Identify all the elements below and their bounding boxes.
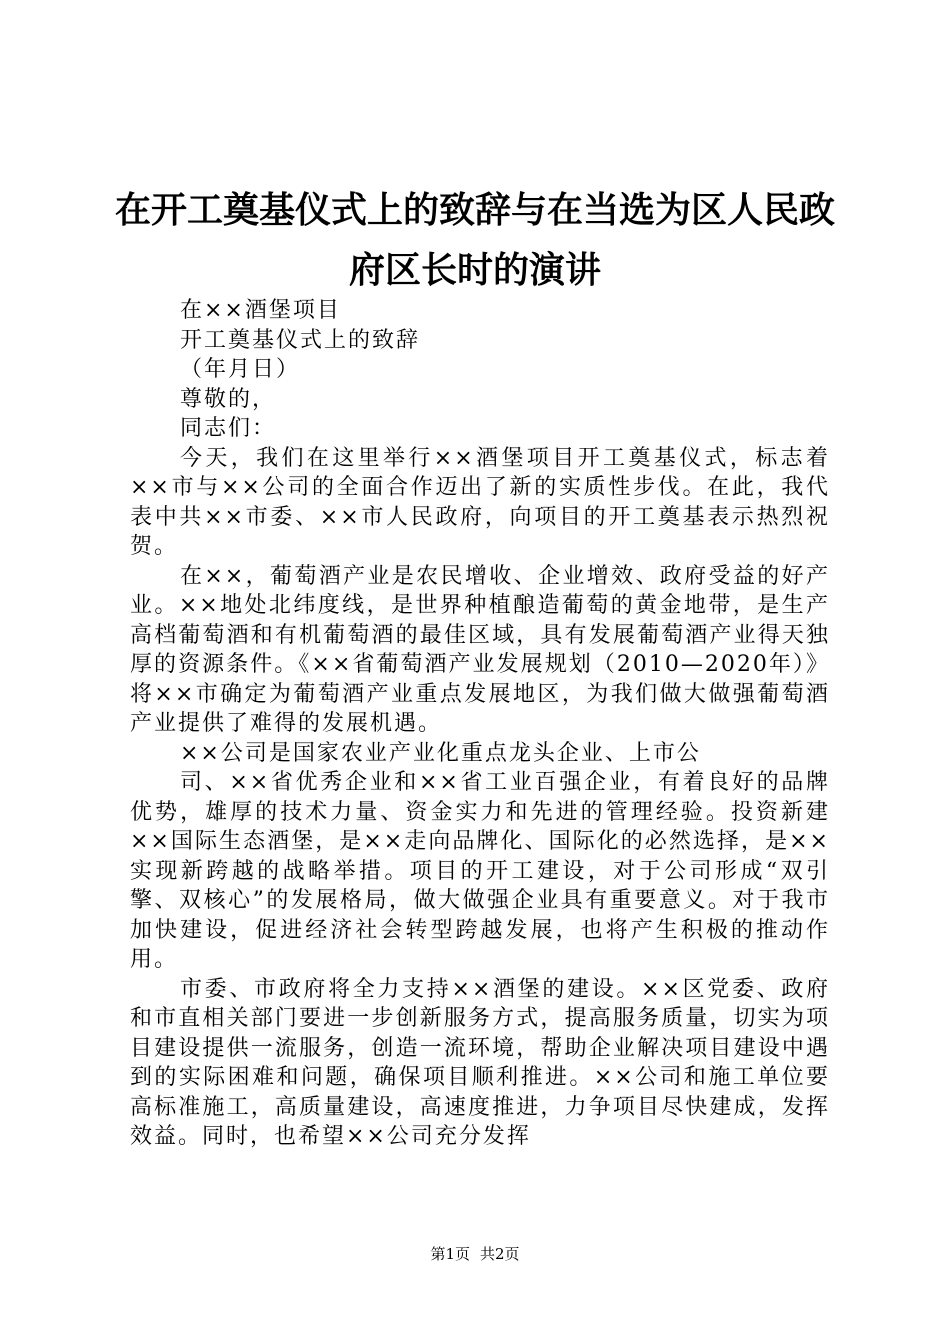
salutation: 尊敬的，: [180, 386, 277, 412]
body-paragraph: ××公司是国家农业产业化重点龙头企业、上市公: [180, 740, 701, 766]
salutation: 同志们：: [180, 416, 277, 441]
header-line: 开工奠基仪式上的致辞: [180, 327, 421, 353]
document-body: [130, 296, 830, 1152]
page-total: 共2页: [480, 1245, 520, 1263]
body-paragraph: 今天，我们在这里举行××酒堡项目开工奠基仪式，标志着××市与××公司的全面合作迈出了新的实质性步伐。在此，我代表中共××市委、××市人民政府，向项目的开工奠基表示热烈祝贺。: [130, 445, 830, 559]
body-paragraph: 司、××省优秀企业和××省工业百强企业，有着良好的品牌优势，雄厚的技术力量、资金实力和先进的管理经验。投资新建××国际生态酒堡，是××走向品牌化、国际化的必然选择，是××实现新跨越的战略举措。项目的开工建设，对于公司形成“双引擎、双核心”的发展格局，做大做强企业具有重要意义。对于我市加快建设，促进经济社会转型跨越发展，也将产生积极的推动作用。: [130, 770, 830, 972]
page-number: 第1页: [430, 1245, 470, 1263]
document-title: 在开工奠基仪式上的致辞与在当选为区人民政府区长时的演讲: [114, 189, 835, 291]
body-paragraph: 市委、市政府将全力支持××酒堡的建设。××区党委、政府和市直相关部门要进一步创新服务方式，提高服务质量，切实为项目建设提供一流服务，创造一流环境，帮助企业解决项目建设中遇到的实际困难和问题，确保项目顺利推进。××公司和施工单位要高标准施工，高质量建设，高速度推进，力争项目尽快建成，发挥效益。同时，也希望××公司充分发挥: [130, 976, 830, 1149]
body-paragraph: 在××，葡萄酒产业是农民增收、企业增效、政府受益的好产业。××地处北纬度线，是世界种植酿造葡萄的黄金地带，是生产高档葡萄酒和有机葡萄酒的最佳区域，具有发展葡萄酒产业得天独厚的资源条件。《××省葡萄酒产业发展规划（2010—2020年）》将××市确定为葡萄酒产业重点发展地区，为我们做大做强葡萄酒产业提供了难得的发展机遇。: [130, 563, 830, 736]
header-line: 在××酒堡项目: [180, 298, 341, 323]
header-line: （年月日）: [180, 357, 301, 382]
page-footer: [0, 1243, 950, 1264]
